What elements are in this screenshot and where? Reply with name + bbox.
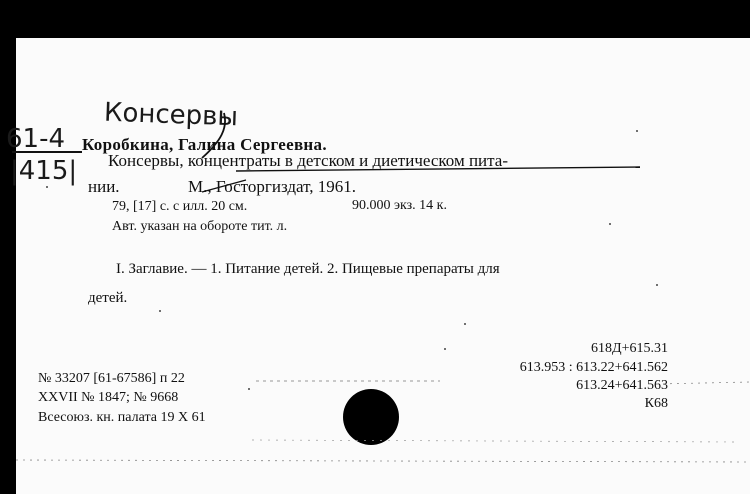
- registration-line-3: Всесоюз. кн. палата 19 X 61: [38, 410, 206, 425]
- author-heading: Коробкина, Галина Сергеевна.: [82, 135, 327, 154]
- registration-line-1: № 33207 [61-67586] п 22: [38, 371, 185, 386]
- handwritten-code-top: 61-4: [6, 124, 66, 154]
- handwritten-code-bottom: |415|: [10, 156, 78, 186]
- tracings-line-2: детей.: [88, 290, 128, 306]
- registration-line-2: XXVII № 1847; № 9668: [38, 390, 179, 405]
- author-note: Авт. указан на обороте тит. л.: [112, 219, 288, 234]
- class-number-1: 618Д+615.31: [591, 341, 668, 356]
- scan-noise-lines: [16, 38, 750, 494]
- class-number-2: 613.953 : 613.22+641.562: [519, 360, 668, 375]
- collation: 79, [17] с. с илл. 20 см.: [112, 199, 248, 214]
- tracings-line-1: I. Заглавие. — 1. Питание детей. 2. Пищевые препараты для: [116, 261, 500, 277]
- class-number-3: 613.24+641.563: [576, 378, 668, 393]
- catalog-card: [6, 38, 750, 494]
- title-line-1: Консервы, концентраты в детском и диетическом пита-: [108, 151, 508, 170]
- print-run: 90.000 экз. 14 к.: [352, 198, 447, 213]
- author-mark: К68: [644, 396, 668, 411]
- title-line-2: нии.: [88, 177, 120, 196]
- handwritten-subject: Консервы: [103, 97, 239, 133]
- imprint: М., Госторгиздат, 1961.: [188, 177, 357, 196]
